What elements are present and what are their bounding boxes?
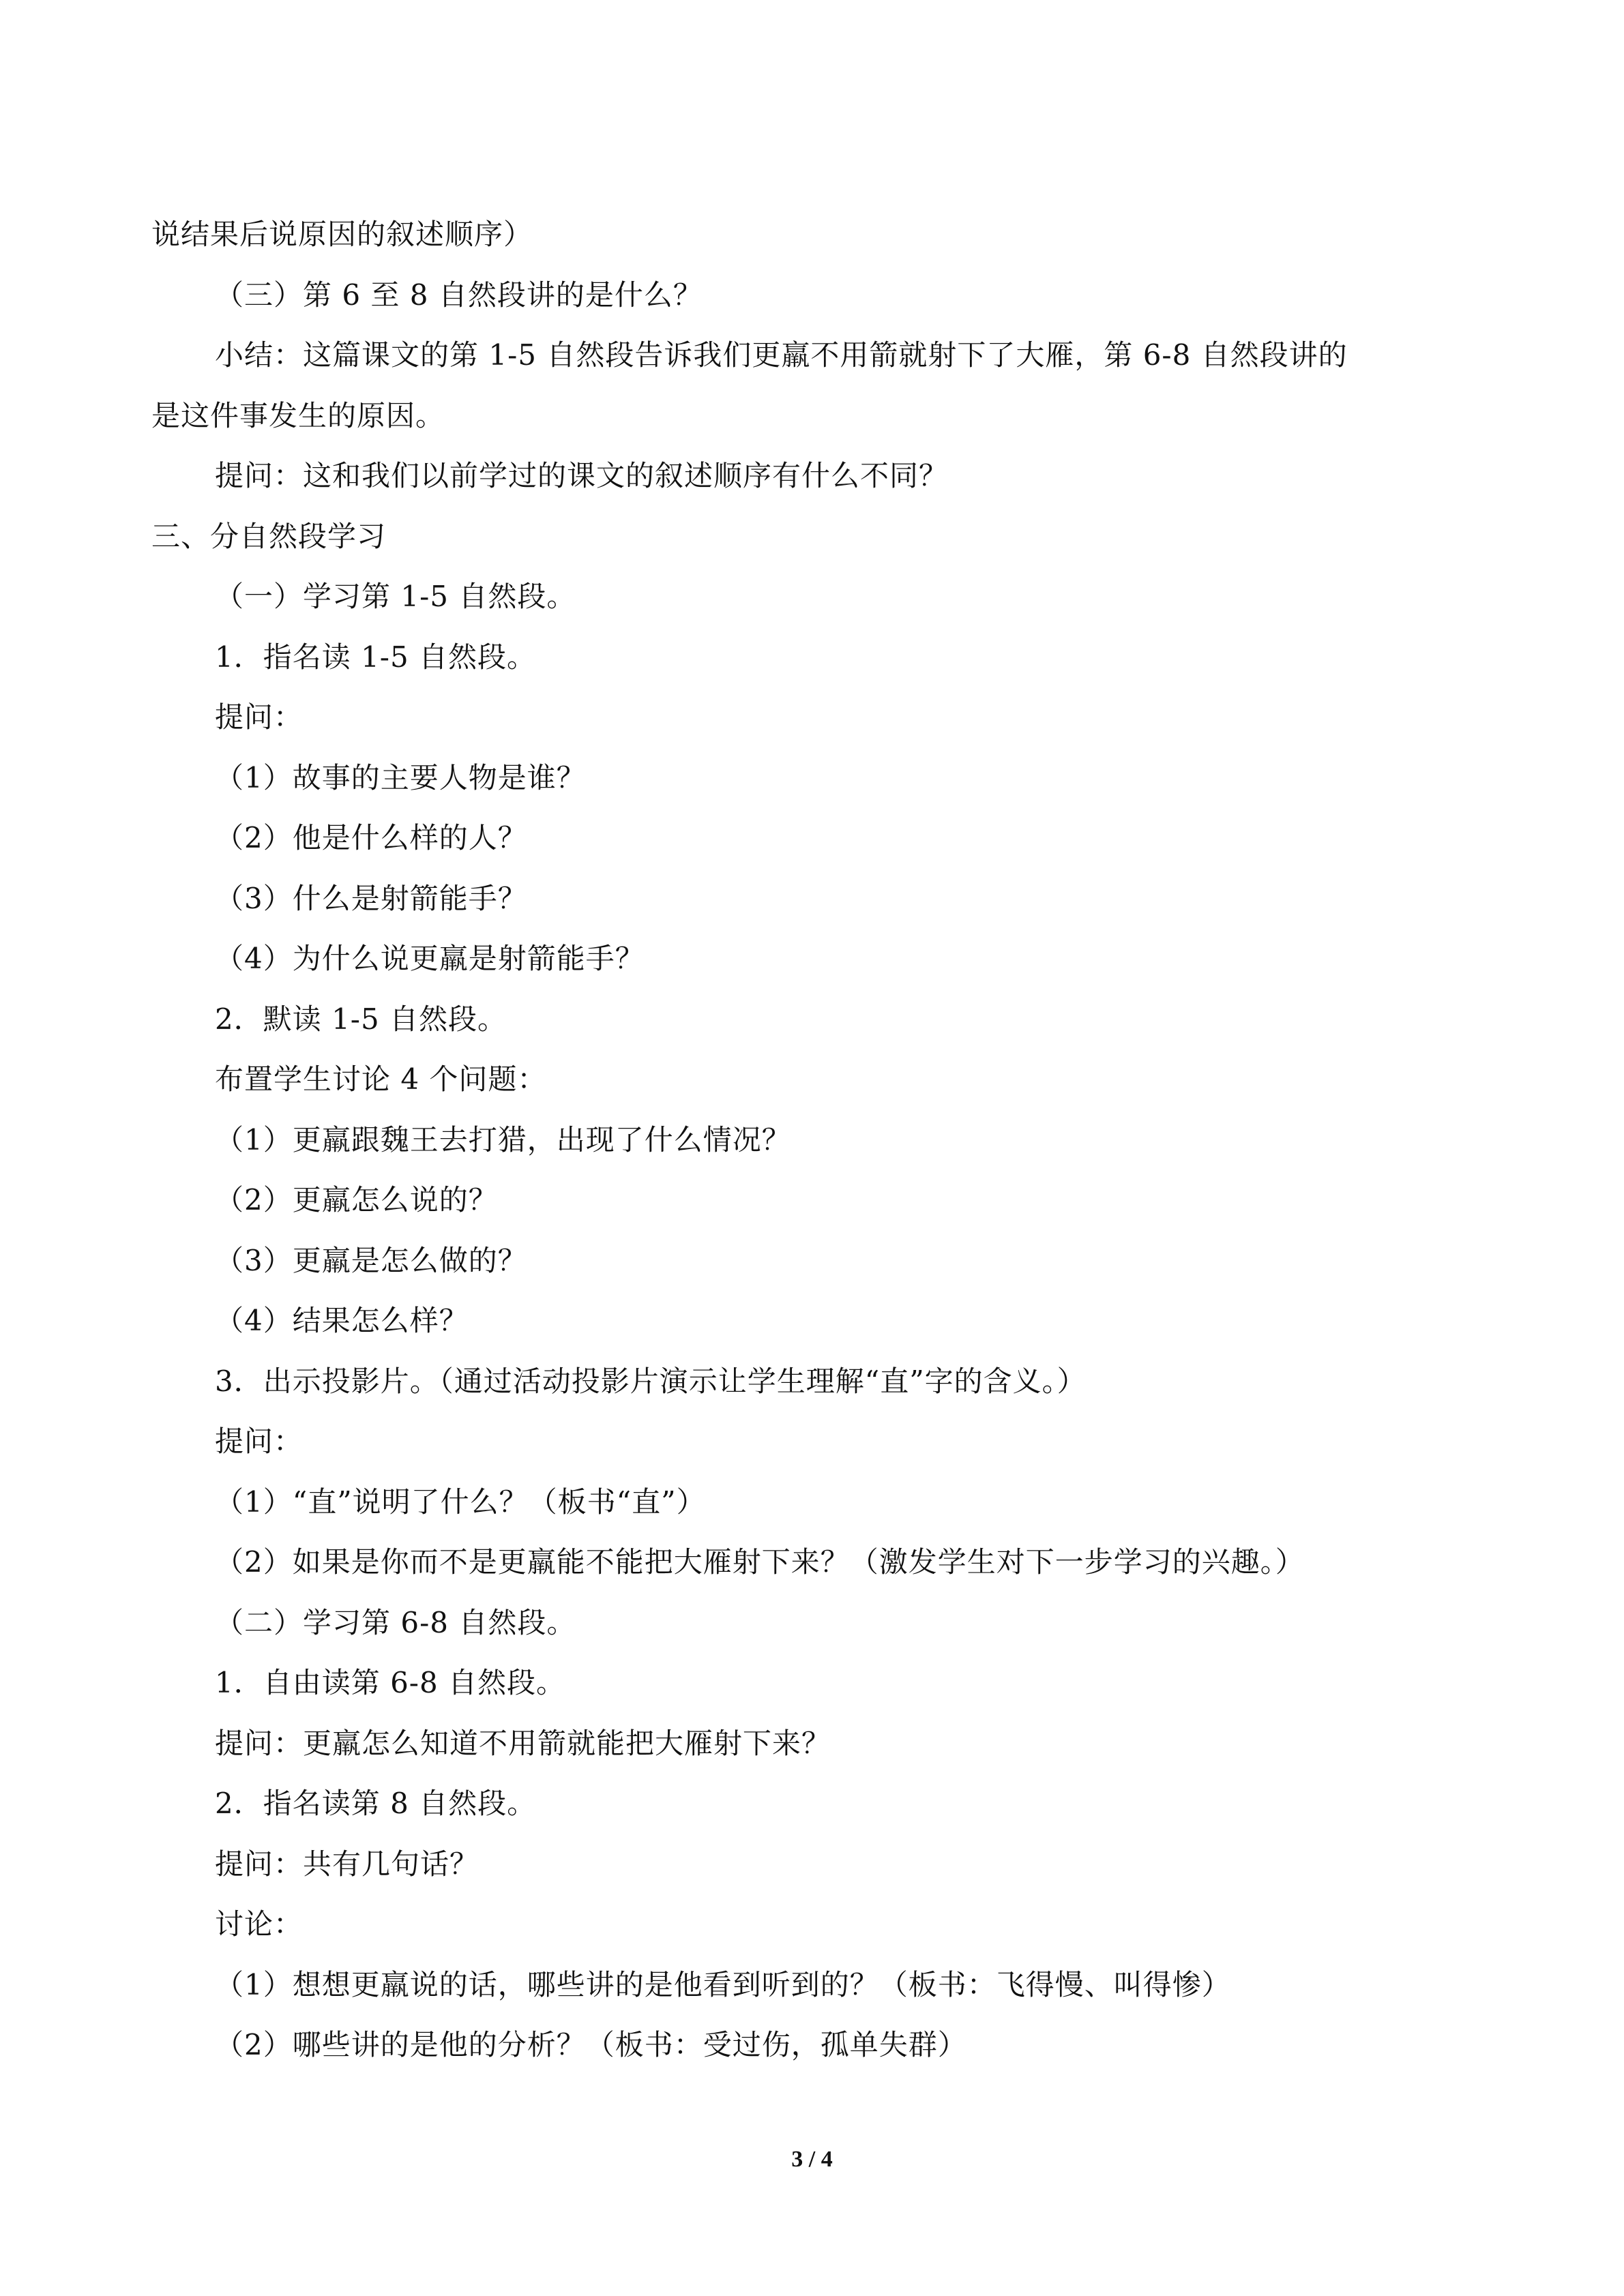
text-line-17: （2）更羸怎么说的？ (215, 1183, 498, 1217)
text-line-1: 说结果后说原因的叙述顺序） (151, 218, 533, 251)
text-line-29: 讨论： (215, 1907, 304, 1941)
document-body (151, 205, 1475, 2076)
text-line-15: 布置学生讨论 4 个问题： (215, 1062, 547, 1096)
text-line-21: 提问： (215, 1425, 304, 1458)
text-line-30: （1）想想更羸说的话，哪些讲的是他看到听到的？（板书：飞得慢、叫得惨） (215, 1967, 1231, 2001)
text-line-11: （2）他是什么样的人？ (215, 821, 527, 854)
text-line-24: （二）学习第 6-8 自然段。 (215, 1605, 576, 1639)
text-line-31: （2）哪些讲的是他的分析？（板书：受过伤，孤单失群） (215, 2028, 967, 2061)
text-line-25: 1．自由读第 6-8 自然段。 (215, 1666, 566, 1699)
text-line-14: 2．默读 1-5 自然段。 (215, 1002, 507, 1036)
text-line-2: （三）第 6 至 8 自然段讲的是什么？ (215, 278, 703, 312)
text-line-10: （1）故事的主要人物是谁？ (215, 760, 586, 794)
text-line-20: 3．出示投影片。（通过活动投影片演示让学生理解“直”字的含义。） (215, 1364, 1087, 1398)
text-line-8: 1．指名读 1-5 自然段。 (215, 640, 537, 674)
text-line-19: （4）结果怎么样？ (215, 1304, 469, 1337)
text-line-12: （3）什么是射箭能手？ (215, 881, 527, 915)
text-line-13: （4）为什么说更羸是射箭能手？ (215, 942, 645, 975)
text-line-26: 提问：更羸怎么知道不用箭就能把大雁射下来？ (215, 1726, 831, 1760)
text-line-5: 提问：这和我们以前学过的课文的叙述顺序有什么不同？ (215, 459, 949, 492)
text-line-28: 提问：共有几句话？ (215, 1847, 479, 1881)
text-line-18: （3）更羸是怎么做的？ (215, 1243, 527, 1277)
text-line-9: 提问： (215, 700, 304, 734)
text-line-3: 小结：这篇课文的第 1-5 自然段告诉我们更羸不用箭就射下了大雁，第 6-8 自然段讲的 (215, 338, 1348, 372)
text-line-16: （1）更羸跟魏王去打猎，出现了什么情况？ (215, 1122, 791, 1157)
text-line-4: 是这件事发生的原因。 (151, 398, 445, 432)
text-line-27: 2．指名读第 8 自然段。 (215, 1787, 537, 1820)
page-number: 3 / 4 (791, 2147, 833, 2172)
section-heading: 三、分自然段学习 (151, 519, 387, 553)
text-line-7: （一）学习第 1-5 自然段。 (215, 580, 576, 613)
text-line-22: （1）“直”说明了什么？（板书“直”） (215, 1485, 706, 1519)
text-line-23: （2）如果是你而不是更羸能不能把大雁射下来？（激发学生对下一步学习的兴趣。） (215, 1545, 1305, 1579)
